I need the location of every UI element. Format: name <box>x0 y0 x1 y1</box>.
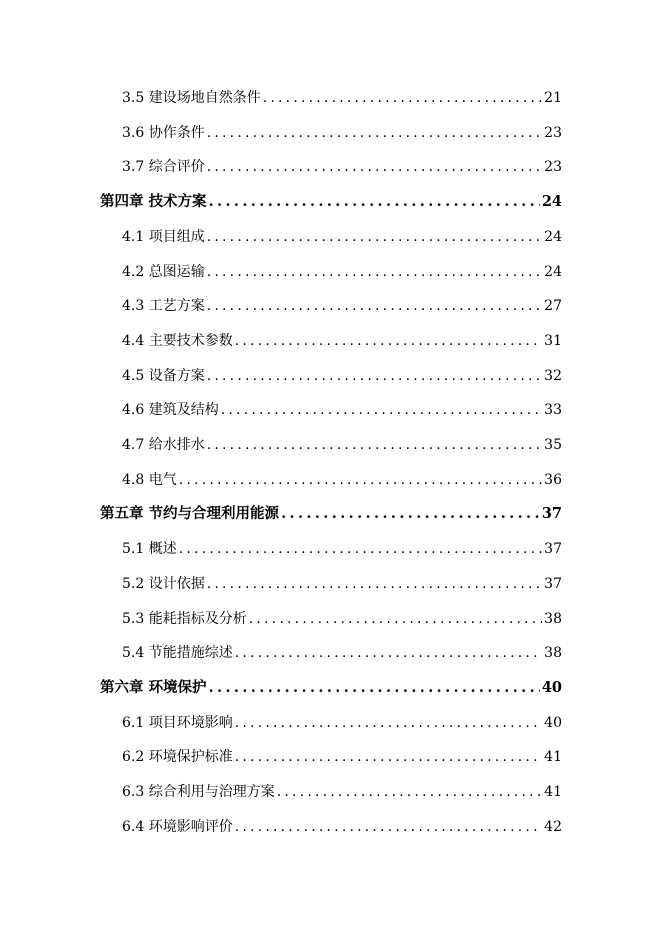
dot-leader <box>207 296 542 316</box>
toc-entry[interactable] <box>122 609 562 629</box>
toc-entry[interactable] <box>122 470 562 490</box>
entry-page-number: 40 <box>541 678 562 696</box>
entry-number: 3.6 <box>122 124 145 141</box>
dot-leader <box>207 262 542 282</box>
toc-entry[interactable] <box>122 123 562 143</box>
entry-number: 4.8 <box>122 471 145 488</box>
dot-leader <box>209 678 540 698</box>
entry-number: 4.1 <box>122 228 145 245</box>
entry-page-number: 23 <box>544 159 562 176</box>
entry-title: 协作条件 <box>148 124 205 141</box>
entry-title: 主要技术参数 <box>148 332 233 349</box>
entry-page-number: 21 <box>544 90 562 106</box>
entry-page-number: 33 <box>544 402 562 419</box>
dot-leader <box>207 435 542 455</box>
dot-leader <box>249 609 542 629</box>
entry-number: 4.4 <box>122 332 145 349</box>
entry-page-number: 42 <box>544 818 562 835</box>
entry-title: 综合评价 <box>148 159 205 176</box>
toc-entry[interactable] <box>122 747 562 767</box>
entry-number: 4.2 <box>122 263 145 280</box>
toc-entry[interactable] <box>122 817 562 837</box>
entry-number: 第六章 <box>100 678 144 696</box>
dot-leader <box>235 331 542 351</box>
dot-leader <box>209 192 540 212</box>
dot-leader <box>207 123 542 143</box>
entry-page-number: 41 <box>544 749 562 766</box>
entry-title: 环境影响评价 <box>148 818 233 835</box>
entry-title: 技术方案 <box>148 193 207 211</box>
entry-number: 4.6 <box>122 402 145 419</box>
toc-entry[interactable] <box>122 435 562 455</box>
toc-entry[interactable] <box>100 192 562 212</box>
entry-page-number: 37 <box>544 575 562 592</box>
entry-page-number: 41 <box>544 784 562 800</box>
toc-entry[interactable] <box>122 643 562 663</box>
entry-page-number: 36 <box>544 471 562 488</box>
entry-title: 项目组成 <box>148 228 205 245</box>
entry-number: 3.7 <box>122 159 145 176</box>
entry-title: 工艺方案 <box>148 298 205 315</box>
entry-number: 4.5 <box>122 367 145 384</box>
entry-number: 6.4 <box>122 818 145 835</box>
entry-page-number: 38 <box>544 610 562 627</box>
toc-entry[interactable] <box>122 782 562 802</box>
dot-leader <box>221 400 542 420</box>
entry-title: 环境保护标准 <box>148 749 233 766</box>
toc-entry[interactable] <box>122 713 562 733</box>
entry-page-number: 23 <box>544 124 562 141</box>
entry-page-number: 37 <box>541 505 562 523</box>
toc-entry[interactable] <box>122 262 562 282</box>
entry-title: 建设场地自然条件 <box>148 90 261 106</box>
dot-leader <box>235 747 542 767</box>
entry-page-number: 27 <box>544 298 562 315</box>
entry-title: 综合利用与治理方案 <box>148 784 275 800</box>
toc-entry[interactable] <box>122 296 562 316</box>
entry-title: 建筑及结构 <box>148 402 219 419</box>
entry-number: 4.7 <box>122 437 145 453</box>
entry-number: 第五章 <box>100 505 144 523</box>
entry-title: 设备方案 <box>148 367 205 384</box>
entry-page-number: 37 <box>544 541 562 558</box>
entry-page-number: 32 <box>544 367 562 384</box>
entry-number: 3.5 <box>122 90 145 106</box>
entry-page-number: 31 <box>544 332 562 349</box>
entry-number: 6.1 <box>122 714 145 731</box>
entry-page-number: 24 <box>544 228 562 245</box>
toc-entry[interactable] <box>100 504 562 524</box>
entry-title: 总图运输 <box>148 263 205 280</box>
entry-title: 设计依据 <box>148 575 205 592</box>
dot-leader <box>281 504 540 524</box>
entry-title: 电气 <box>148 471 177 488</box>
entry-number: 5.4 <box>122 645 145 662</box>
entry-number: 6.2 <box>122 749 145 766</box>
dot-leader <box>207 366 542 386</box>
entry-page-number: 35 <box>544 437 562 453</box>
toc-entry[interactable] <box>122 88 562 108</box>
entry-number: 5.1 <box>122 541 145 558</box>
entry-title: 环境保护 <box>148 678 207 696</box>
entry-page-number: 24 <box>544 263 562 280</box>
toc-entry[interactable] <box>122 539 562 559</box>
entry-number: 5.2 <box>122 575 145 592</box>
entry-title: 概述 <box>148 541 177 558</box>
entry-page-number: 24 <box>541 193 562 211</box>
toc-entry[interactable] <box>122 157 562 177</box>
dot-leader <box>235 713 542 733</box>
entry-number: 5.3 <box>122 610 145 627</box>
entry-title: 节能措施综述 <box>148 645 233 662</box>
dot-leader <box>207 157 542 177</box>
toc-entry[interactable] <box>122 400 562 420</box>
entry-number: 4.3 <box>122 298 145 315</box>
entry-page-number: 38 <box>544 645 562 662</box>
dot-leader <box>235 817 542 837</box>
entry-page-number: 40 <box>544 714 562 731</box>
entry-title: 给水排水 <box>148 437 205 453</box>
entry-title: 项目环境影响 <box>148 714 233 731</box>
toc-entry[interactable] <box>100 678 562 698</box>
dot-leader <box>263 88 542 108</box>
toc-entry[interactable] <box>122 331 562 351</box>
entry-number: 6.3 <box>122 784 145 800</box>
dot-leader <box>179 539 542 559</box>
dot-leader <box>179 470 542 490</box>
toc-entry[interactable] <box>122 574 562 594</box>
dot-leader <box>207 227 542 247</box>
toc-entry[interactable] <box>122 227 562 247</box>
dot-leader <box>235 643 542 663</box>
dot-leader <box>277 782 542 802</box>
dot-leader <box>207 574 542 594</box>
toc-entry[interactable] <box>122 366 562 386</box>
entry-number: 第四章 <box>100 193 144 211</box>
entry-title: 能耗指标及分析 <box>148 610 247 627</box>
entry-title: 节约与合理利用能源 <box>148 505 280 523</box>
